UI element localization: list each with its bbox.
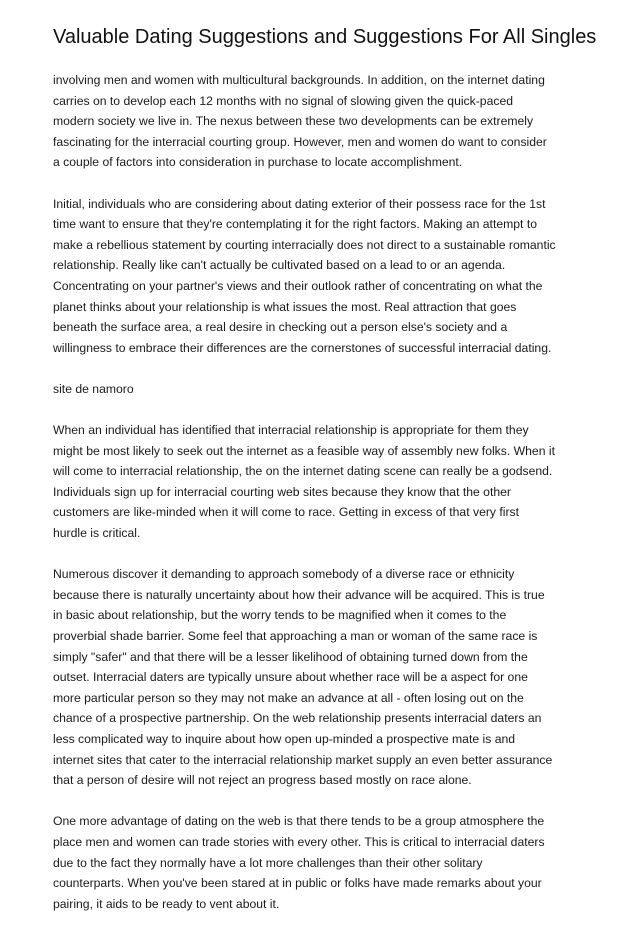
paragraph-online-dating: When an individual has identified that interracial relationship is appropriate for them they might be most likely to seek out the internet as a feasible way of assembly new folks. When it will come to interracial relationship, the on the internet dating scene can really be a godsend. Individuals sign up for interracial courting web sites because they know that the other customers are like-minded when it will come to race. Getting in excess of that very first hurdle is critical. xyxy=(53,423,555,541)
paragraph-site-link: site de namoro xyxy=(53,381,134,396)
paragraph-initial: Initial, individuals who are considering about dating exterior of their possess race for the 1st time want to ensure that they're contemplating it for the right factors. Making an attempt to make a rebellious statement by courting interracially does not direct to a sustainable romantic relationship. Really like can't actually be cultivated based on a lead to or an agenda. Concentrating on your partner's views and their outlook rather of concentrating on what the planet thinks about your relationship is what issues the most. Real attraction that goes beneath the surface area, a real desire in checking out a person else's society and a willingness to embrace their differences are the cornerstones of successful interracial dating. xyxy=(53,196,556,355)
paragraph-community: One more advantage of dating on the web is that there tends to be a group atmosphere the place men and women can trade stories with every other. This is critical to interracial daters due to the fact they normally have a lot more challenges than their other solitary counterparts. When you've been stared at in public or folks have made remarks about your pairing, it aids to be ready to vent about it. xyxy=(53,814,545,911)
paragraph-uncertainty: Numerous discover it demanding to approach somebody of a diverse race or ethnicity because there is naturally uncertainty about how their advance will be acquired. This is true in basic about relationship, but the worry tends to be magnified when it comes to the proverbial shade barrier. Some feel that approaching a man or woman of the same race is simply "safer" and that there will be a lesser likelihood of obtaining turned down from the outset. Interracial daters are typically unsure about whether race will be a aspect for one more particular person so they may not make an advance at all - often losing out on the chance of a prospective partnership. On the web relationship presents interracial daters an less complicated way to inquire about how open up-minded a prospective mate is and internet sites that cater to the interracial relationship market supply an even better assurance that a person of desire will not reject an progress based mostly on race alone. xyxy=(53,567,553,788)
paragraph-intro: involving men and women with multicultural backgrounds. In addition, on the internet dating carries on to develop each 12 months with no signal of slowing given the quick-paced modern society we live in. The nexus between these two developments can be extremely fascinating for the interracial courting group. However, men and women do want to consider a couple of factors into consideration in purchase to locate accomplishment. xyxy=(53,73,547,170)
document-page xyxy=(53,24,597,935)
document-title: Valuable Dating Suggestions and Suggestions For All Singles xyxy=(53,26,597,48)
